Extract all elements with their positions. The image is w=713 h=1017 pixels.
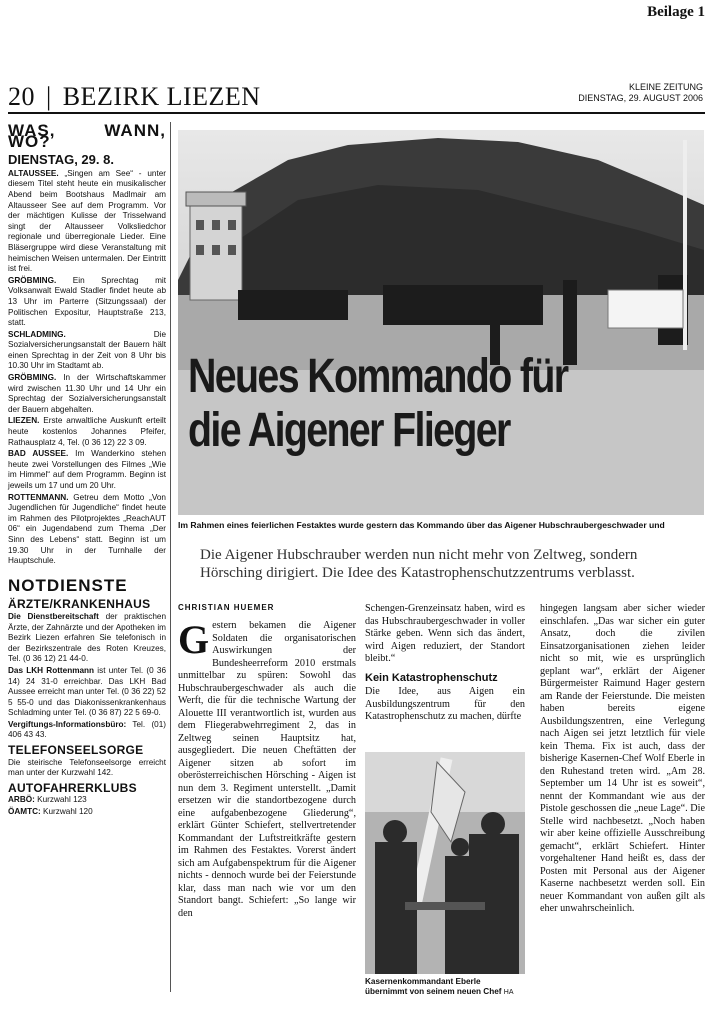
beilage-label: Beilage 1 [647,4,705,20]
event-item-text: Ein Sprechtag mit Volksanwalt Ewald Stadler findet heute ab 13 Uhr im Parterre (Sitzungssaal) der Politischen Expositur, Hauptstraße 213, statt. [8,275,166,328]
article-column-2 [365,603,525,724]
event-item-label: GRÖBMING. [8,275,57,285]
subheading-katastrophenschutz: Kein Katastrophenschutz [365,671,498,684]
auto-item-text: Kurzwahl 120 [40,807,93,817]
aerzte-item-text: ist unter Tel. (0 36 14) 24 31-0 erreichbar. Das LKH Bad Aussee erreicht man unter Tel. (0 36 22) 52 5 55-0 und das Diakonissenkrankenhaus Schladming unter Tel. (0 36 87) 22 5 69-0. [8,665,167,718]
paper-info [578,82,703,104]
article-column-3 [540,603,705,916]
events-title: WAS, WANN, WO? [8,121,166,151]
event-item-label: LIEZEN. [8,416,40,426]
page-number: 20 [8,82,35,111]
aerzte-title: ÄRZTE/KRANKENHAUS [8,597,151,612]
event-item-label: GRÖBMING. [8,373,57,383]
handover-photo [365,752,525,974]
event-item-text: „Singen am See“ - unter diesem Titel steht heute ein musikalischer Abend beim Bootshaus Madlmair am Altausseer See auf dem Programm. Vor der mächtigen Kulisse der Trisselwand singt der Altausseer Volksliedchor regionale und überregionale Lieder. Eine Bläsergruppe wird diese Veranstaltung mit heimischen Weisen untermalen. Der Eintritt ist frei. [8,168,166,274]
aerzte-item [8,612,166,665]
section-header [8,82,261,112]
handover-caption [365,977,525,998]
event-item-label: BAD AUSSEE. [8,449,69,459]
event-item [8,169,166,275]
section-title: BEZIRK LIEZEN [62,82,261,111]
masthead-rule [8,112,705,114]
event-item-text: In der Wirtschaftskammer wird zwischen 11.30 Uhr und 14 Uhr ein Sprechtag der Sozialversicherungsanstalt der Bauern abgehalten. [8,373,166,414]
auto-item [8,807,166,818]
aerzte-item [8,666,166,719]
aerzte-item-label: Vergiftungs-Informationsbüro: [8,719,127,729]
event-item-text: Im Wanderkino stehen heute zwei Vorstellungen des Filmes „Wie im Himmel“ auf dem Programm. Beginn ist jeweils um 17 und um 20 Uhr. [8,449,167,490]
notdienste-title: NOTDIENSTE [8,575,128,595]
headline-line-1: Neues Kommando für [188,350,568,403]
auto-item-label: ÖAMTC: [8,807,41,817]
handover-caption-text: Kasernenkommandant Eberle übernimmt von seinem neuen Chef [365,977,502,996]
column-rule [170,122,171,992]
article-author: CHRISTIAN HUEMER [178,603,275,612]
column-3-text: hingegen langsam aber sicher wieder einschlafen. „Das war sicher ein guter Ansatz, doch die zivilen Einsatzorganisationen ziehen leider nicht so mit, wie es ursprünglich geplant war“, erklärt der Aigener Bürgermeister Raimund Hager gestern am Rande der Feierstunde. Die meisten haben bereits eigene Ausbildungszentren, eine Verlegung nach Aigen sei jetzt letztlich für viele kein Thema. Fix ist auch, dass der bisherige Kasernen-Chef Wolf Eberle in den Ruhestand treten wird. „Am 28. September um 14 Uhr ist es soweit“, nennt der Kommandant wie aus der Pistole geschossen die „neue Lage“. Die Stelle wird nachbesetzt. „Noch haben wir aber keine offizielle Ausschreibung gemacht“, erklärt Schiefert. Hinter vorgehaltener Hand heißt es, dass der Posten mit Personal aus der Aigener Kaserne nachbesetzt werden soll. Ein neuer Kommandant von außen gilt als eher unwahrscheinlich. [540,603,705,914]
telefon-title: TELEFONSEELSORGE [8,743,144,758]
event-item-text: Erste anwaltliche Auskunft erteilt heute kostenlos Johannes Pfeifer, Rathausplatz 4, Tel. (0 36 12) 22 3 09. [8,416,166,447]
aerzte-item-text: Tel. (01) 406 43 43. [8,719,166,740]
auto-title: AUTOFAHRERKLUBS [8,780,137,795]
events-list [8,169,166,567]
events-date: DIENSTAG, 29. 8. [8,152,114,168]
event-item-text: Getreu dem Motto „Von Jugendlichen für Jugendliche“ findet heute im Rahmen des Pilotprojektes „ReachAUT 06“ ein Jugendabend zum Thema „Der Sinn des Lebens“ statt. Beginn ist um 19.30 Uhr in der Turnhalle der Hauptschule. [8,492,166,566]
telefon-text: Die steirische Telefonseelsorge erreicht man unter der Kurzwahl 142. [8,757,166,778]
article-lead: Die Aigener Hubschrauber werden nun nicht mehr von Zeltweg, sondern Hörsching dirigiert. Die Idee des Katastrophenschutzzentrums verblasst. [200,547,638,581]
event-item [8,416,166,448]
aerzte-item [8,720,166,741]
auto-item-label: ARBÖ: [8,795,35,805]
aerzte-item-text: der praktischen Ärzte, der Zahnärzte und der Apotheken im Bezirk Liezen erfahren Sie telefonisch in der Bezirkszentrale des Roten Kreuzes, Tel. (0 36 12) 21 44-0. [8,611,166,664]
aerzte-list [8,612,166,741]
event-item [8,449,166,491]
event-item-label: SCHLADMING. [8,329,66,339]
event-item [8,373,166,415]
column-2b-text: Die Idee, aus Aigen ein Ausbildungszentrum für den Katastrophenschutz zu machen, dürfte [365,686,525,722]
photo-caption: Im Rahmen eines feierlichen Festaktes wurde gestern das Kommando über das Aigener Hubschraubergeschwader und [178,520,665,530]
header-divider: | [46,82,52,111]
event-item-label: ALTAUSSEE. [8,168,59,178]
auto-list [8,795,166,817]
event-item [8,330,166,372]
aerzte-item-label: Das LKH Rottenmann [8,665,95,675]
paper-name: KLEINE ZEITUNG [628,82,703,92]
event-item-text: Die Sozialversicherungsanstalt der Bauern hält einen Sprechtag in der Zeit von 8 Uhr bis 10.30 Uhr im Stadtamt ab. [8,329,166,371]
aerzte-item-label: Die Dienstbereitschaft [8,611,99,621]
auto-item-text: Kurzwahl 123 [34,795,87,805]
event-item-label: ROTTENMANN. [8,492,69,502]
events-column [8,122,166,819]
auto-item [8,795,166,806]
headline-line-2: die Aigener Flieger [188,404,510,457]
event-item [8,493,166,567]
handover-photo-graphic [365,752,525,974]
dropcap: G [178,617,210,662]
column-2a-text: Schengen-Grenzeinsatz haben, wird es das Hubschraubergeschwader in voller Stärke geben. Wenn sich das ändert, wird Aigen reduziert, der Standort bleibt.“ [365,603,525,664]
article-column-1 [178,617,356,920]
column-1-text: estern bekamen die Aigener Soldaten die organisatorischen Auswirkungen der Bundesheerreform 2010 erstmals unmittelbar zu spüren: Sowohl das Hubschraubergeschwader als auch die Werft, die für die technische Wartung der Alouette III verantwortlich ist, wurden aus dem Fliegerabwehrregiment 2, das in Zeltweg seinen Hauptsitz hat, ausgegliedert. Die neuen Cheftätten der Aigener sitzen ab sofort im oberösterreichischen Hörsching - Aigen ist nun dem 3. Regiment unterstellt. „Damit ersetzen wir die standortbezogene durch eine aufgabenbezogene Gliederung“, erklärt Günter Schiefert, stellvertretender Kommandant der Luftstreitkräfte gestern im Rahmen des Festaktes. Vorerst ändert sich am Aufgabenspektrum für die Aigener nichts - dennoch wurde bei der Feierstunde klar, dass man nach wie vor um den Standort bangt. Schiefert: „So lange wir den [178,620,356,919]
article-headline [188,350,567,458]
issue-date: DIENSTAG, 29. AUGUST 2006 [578,93,703,103]
event-item [8,276,166,329]
handover-credit: HA [503,989,514,996]
